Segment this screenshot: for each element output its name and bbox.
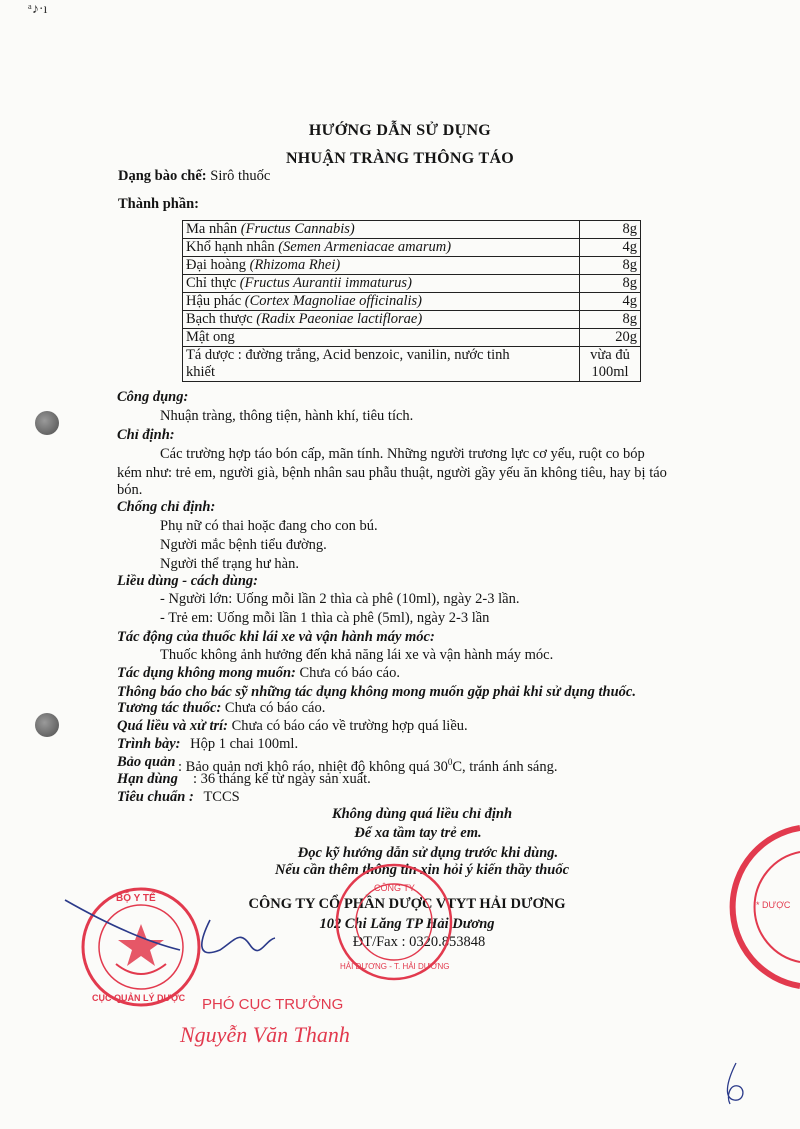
ingredient-latin: (Semen Armeniacae amarum) (278, 239, 452, 255)
side-effects (117, 665, 400, 682)
expiry-text: : 36 tháng kể từ ngày sản xuất. (193, 771, 371, 787)
indications-line-1: Các trường hợp táo bón cấp, mãn tính. Những người trương lực cơ yếu, ruột co bóp (160, 446, 645, 462)
ingredient-latin: (Rhizoma Rhei) (249, 257, 341, 273)
table-row (183, 293, 641, 311)
dosage-form (118, 168, 270, 185)
ingredient-amount: 8g (580, 311, 641, 329)
indications-line-3: bón. (117, 482, 143, 498)
company-stamp-bottom-text: HẢI DƯƠNG - T. HẢI DƯƠNG (340, 962, 450, 971)
ingredient-latin: (Cortex Magnoliae officinalis) (244, 293, 422, 309)
standard (117, 789, 240, 806)
overdose-label: Quá liều và xử trí: (117, 718, 228, 734)
composition-label: Thành phần: (118, 196, 200, 212)
table-row (183, 239, 641, 257)
initials-mark (716, 1058, 756, 1108)
excipient-amount-2: 100ml (591, 364, 629, 380)
presentation (117, 736, 298, 753)
ministry-stamp-bottom-text: CỤC QUẢN LÝ DƯỢC (92, 993, 186, 1003)
table-row (183, 275, 641, 293)
signature-mark (60, 890, 280, 970)
excipient-line-2: khiết (186, 364, 215, 380)
ingredient-amount: 8g (580, 275, 641, 293)
overdose-text: Chưa có báo cáo về trường hợp quá liều. (231, 718, 468, 734)
company-stamp-top-text: CÔNG TY (374, 883, 415, 893)
expiry-label: Hạn dùng (117, 771, 178, 787)
presentation-text: Hộp 1 chai 100ml. (190, 736, 299, 752)
storage-label: Bảo quản (117, 754, 176, 770)
company-name: CÔNG TY CỔ PHẦN DƯỢC VTYT HẢI DƯƠNG (248, 896, 566, 912)
ingredient-name: Chỉ thực (186, 275, 237, 291)
ingredient-name: Khổ hạnh nhân (186, 239, 275, 255)
excipient-line-1: Tá dược : đường trắng, Acid benzoic, vanilin, nước tinh (186, 347, 510, 363)
dosage-form-label: Dạng bào chế: (118, 168, 207, 184)
contraindications-label: Chống chỉ định: (117, 499, 216, 515)
warning-line: Đọc kỹ hướng dẫn sử dụng trước khi dùng. (297, 845, 559, 861)
ingredient-name: Ma nhân (186, 221, 238, 237)
indications-label: Chỉ định: (117, 427, 175, 443)
ingredient-amount: 4g (580, 239, 641, 257)
dosage-item-child: - Trẻ em: Uống mỗi lần 1 thìa cà phê (5ml), ngày 2-3 lần (160, 610, 490, 626)
side-effects-text: Chưa có báo cáo. (299, 665, 400, 681)
uses-label: Công dụng: (117, 389, 189, 405)
product-name: NHUẬN TRÀNG THÔNG TÁO (285, 150, 515, 167)
warning-line: Nếu cần thêm thông tin xin hỏi ý kiến thầy thuốc (274, 862, 570, 878)
storage-text-tail: C, tránh ánh sáng. (452, 758, 558, 775)
ingredient-amount: 8g (580, 257, 641, 275)
ingredient-amount: 4g (580, 293, 641, 311)
document-title: HƯỚNG DẪN SỬ DỤNG (308, 122, 492, 139)
table-row (183, 221, 641, 239)
table-row (183, 257, 641, 275)
ingredient-name: Mật ong (186, 329, 235, 345)
overdose (117, 718, 468, 735)
ingredient-amount: 20g (580, 329, 641, 347)
side-effects-label: Tác dụng không mong muốn: (117, 665, 296, 681)
ingredient-name: Bạch thược (186, 311, 253, 327)
company-phone: ĐT/Fax : 0320.853848 (352, 934, 486, 950)
interactions (117, 700, 325, 717)
ingredient-name: Đại hoàng (186, 257, 246, 273)
table-row (183, 311, 641, 329)
signatory-name: Nguyễn Văn Thanh (180, 1022, 350, 1047)
dosage-form-value: Sirô thuốc (210, 168, 271, 184)
signatory-title: PHÓ CỤC TRƯỞNG (202, 996, 344, 1013)
dosage-item-adult: - Người lớn: Uống mỗi lần 2 thìa cà phê (10ml), ngày 2-3 lần. (160, 591, 520, 607)
ingredient-amount: 8g (580, 221, 641, 239)
driving-text: Thuốc không ảnh hưởng đến khả năng lái xe và vận hành máy móc. (160, 647, 554, 663)
corner-mark: ᵃ♪·ı (28, 2, 48, 17)
doctor-notice: Thông báo cho bác sỹ những tác dụng không mong muốn gặp phải khi sử dụng thuốc. (117, 684, 636, 700)
storage-text-main: : Bảo quản nơi khô ráo, nhiệt độ không quá 30 (178, 758, 448, 775)
right-edge-stamp-text: * DƯỢC (756, 900, 791, 910)
contraindication-item: Người mắc bệnh tiểu đường. (160, 537, 327, 553)
ingredient-name: Hậu phác (186, 293, 242, 309)
interactions-text: Chưa có báo cáo. (224, 700, 326, 716)
ingredient-latin: (Radix Paeoniae lactiflorae) (256, 311, 423, 327)
driving-label: Tác động của thuốc khi lái xe và vận hành máy móc: (117, 629, 435, 645)
ingredient-latin: (Fructus Aurantii immaturus) (239, 275, 412, 291)
standard-text: TCCS (203, 789, 240, 805)
contraindication-item: Phụ nữ có thai hoặc đang cho con bú. (160, 518, 378, 534)
ingredient-latin: (Fructus Cannabis) (240, 221, 355, 237)
contraindication-item: Người thể trạng hư hàn. (160, 556, 299, 572)
ministry-stamp-top-text: BỘ Y TẾ (116, 893, 156, 904)
punch-hole-top (35, 411, 59, 435)
company-address: 102 Chi Lăng TP Hải Dương (319, 916, 495, 932)
warning-line: Để xa tầm tay trẻ em. (354, 825, 482, 841)
table-row (183, 347, 641, 382)
standard-label: Tiêu chuẩn : (117, 789, 194, 805)
interactions-label: Tương tác thuốc: (117, 700, 222, 716)
excipient-amount-1: vừa đủ (590, 347, 630, 363)
table-row (183, 329, 641, 347)
uses-text: Nhuận tràng, thông tiện, hành khí, tiêu tích. (160, 408, 414, 424)
presentation-label: Trình bày: (117, 736, 181, 752)
storage-degree: 0 (447, 757, 453, 767)
warning-line: Không dùng quá liều chỉ định (331, 806, 513, 822)
dosage-label: Liều dùng - cách dùng: (117, 573, 258, 589)
punch-hole-bottom (35, 713, 59, 737)
ingredients-table (182, 220, 641, 382)
indications-line-2: kém như: trẻ em, người già, bệnh nhân sau phẫu thuật, người gầy yếu ăn không tiêu, hay bị táo (117, 465, 667, 481)
